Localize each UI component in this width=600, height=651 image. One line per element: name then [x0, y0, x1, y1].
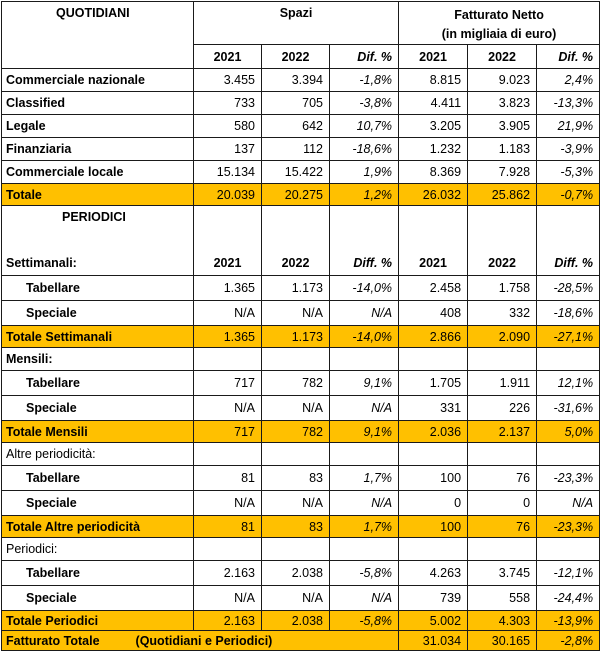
table-row [2, 396, 600, 421]
spazi-diff-value: 1,7% [330, 466, 399, 491]
empty-cell [194, 348, 262, 371]
spazi-2021-value: 1.365 [194, 326, 262, 348]
spazi-2021-value: 2.163 [194, 611, 262, 631]
empty-cell [468, 443, 537, 466]
row-label: Totale [2, 184, 194, 206]
spazi-2022-value: 1.173 [262, 326, 330, 348]
spazi-2021-value: N/A [194, 301, 262, 326]
table-row [2, 301, 600, 326]
spazi-2021-value: N/A [194, 396, 262, 421]
fatturato-diff-value: -18,6% [537, 301, 600, 326]
spazi-2021-value: 3.455 [194, 69, 262, 92]
empty-cell [399, 538, 468, 561]
spazi-2021-value: 137 [194, 138, 262, 161]
row-label: Commerciale nazionale [2, 69, 194, 92]
spazi-heading: Spazi [194, 2, 399, 45]
empty-cell [262, 443, 330, 466]
fatturato-2022-value: 4.303 [468, 611, 537, 631]
fatturato-2021-value: 31.034 [399, 631, 468, 651]
fatturato-2022-value: 9.023 [468, 69, 537, 92]
fatturato-diff-value: N/A [537, 491, 600, 516]
fatturato-2021-value: 408 [399, 301, 468, 326]
spazi-year-2021: 2021 [194, 252, 262, 276]
empty-cell [330, 348, 399, 371]
fatturato-2022-value: 0 [468, 491, 537, 516]
section-label-row [2, 443, 600, 466]
fatturato-2022-value: 1.758 [468, 276, 537, 301]
spazi-diff-value: N/A [330, 586, 399, 611]
fatturato-2022-value: 332 [468, 301, 537, 326]
spazi-2022-value: N/A [262, 396, 330, 421]
fatturato-diff-value: -24,4% [537, 586, 600, 611]
fatturato-label: Fatturato Netto [454, 8, 544, 22]
empty-cell [399, 443, 468, 466]
fatturato-diff-value: -23,3% [537, 466, 600, 491]
spazi-diff-value: N/A [330, 396, 399, 421]
grand-total-row [2, 631, 600, 651]
fatturato-2022-value: 226 [468, 396, 537, 421]
spazi-2021-value: 717 [194, 421, 262, 443]
fatturato-2021-value: 3.205 [399, 115, 468, 138]
quotidiani-label: QUOTIDIANI [56, 6, 130, 20]
spazi-diff-value: N/A [330, 491, 399, 516]
fatturato-year-2022: 2022 [468, 252, 537, 276]
spazi-2022-value: 782 [262, 421, 330, 443]
altre-label: Altre periodicità: [2, 443, 194, 466]
spazi-2022-value: N/A [262, 586, 330, 611]
row-label: Totale Mensili [2, 421, 194, 443]
mensili-label: Mensili: [2, 348, 194, 371]
fatturato-totale-label: Fatturato Totale [6, 633, 100, 648]
spazi-diff-value: -1,8% [330, 69, 399, 92]
total-row [2, 516, 600, 538]
table-row [2, 586, 600, 611]
table-row [2, 92, 600, 115]
spazi-diff-value: 1,9% [330, 161, 399, 184]
row-label: Legale [2, 115, 194, 138]
empty-cell [468, 538, 537, 561]
fatturato-2022-value: 7.928 [468, 161, 537, 184]
fatturato-diff-value: -23,3% [537, 516, 600, 538]
empty-cell [194, 443, 262, 466]
empty-cell [537, 206, 600, 252]
spazi-2021-value: 15.134 [194, 161, 262, 184]
row-label: Totale Altre periodicità [2, 516, 194, 538]
spazi-diff-value: -14,0% [330, 326, 399, 348]
fatturato-2022-value: 558 [468, 586, 537, 611]
spazi-2022-value: 2.038 [262, 561, 330, 586]
spazi-2022-value: 83 [262, 466, 330, 491]
periodici-label: PERIODICI [2, 206, 194, 252]
spazi-2022-value: 20.275 [262, 184, 330, 206]
table-row [2, 161, 600, 184]
spazi-diff-value: -5,8% [330, 561, 399, 586]
row-label: Speciale [2, 491, 194, 516]
fatturato-diff-value: -2,8% [537, 631, 600, 651]
empty-cell [399, 206, 468, 252]
table-row [2, 69, 600, 92]
spazi-diff-value: N/A [330, 301, 399, 326]
section-label-row [2, 348, 600, 371]
periodici-header-row [2, 206, 600, 252]
row-label: Tabellare [2, 371, 194, 396]
spazi-2022-value: 83 [262, 516, 330, 538]
fatturato-dif: Dif. % [537, 45, 600, 69]
spazi-2021-value: N/A [194, 586, 262, 611]
total-row [2, 421, 600, 443]
empty-cell [468, 206, 537, 252]
row-label: Tabellare [2, 561, 194, 586]
spazi-2022-value: 3.394 [262, 69, 330, 92]
spazi-2021-value: 580 [194, 115, 262, 138]
fatturato-2021-value: 2.458 [399, 276, 468, 301]
fatturato-diff-value: -13,9% [537, 611, 600, 631]
advertising-table [1, 1, 600, 651]
fatturato-2021-value: 739 [399, 586, 468, 611]
spazi-2021-value: 2.163 [194, 561, 262, 586]
total-row [2, 611, 600, 631]
spazi-2021-value: 717 [194, 371, 262, 396]
empty-cell [194, 538, 262, 561]
spazi-diff-value: -3,8% [330, 92, 399, 115]
fatturato-2021-value: 100 [399, 466, 468, 491]
table-row [2, 466, 600, 491]
fatturato-2021-value: 5.002 [399, 611, 468, 631]
spazi-2022-value: 642 [262, 115, 330, 138]
fatturato-2022-value: 3.823 [468, 92, 537, 115]
spazi-dif: Dif. % [330, 45, 399, 69]
header-row-top [2, 2, 600, 45]
quotidiani-heading [2, 2, 194, 69]
fatturato-sub: (in migliaia di euro) [441, 27, 557, 41]
row-label: Tabellare [2, 276, 194, 301]
spazi-2022-value: 1.173 [262, 276, 330, 301]
row-label: Finanziaria [2, 138, 194, 161]
fatturato-diff-value: 2,4% [537, 69, 600, 92]
spazi-2022-value: 2.038 [262, 611, 330, 631]
fatturato-2021-value: 8.815 [399, 69, 468, 92]
fatturato-diff: Diff. % [537, 252, 600, 276]
settimanali-label: Settimanali: [2, 252, 194, 276]
fatturato-diff-value: -13,3% [537, 92, 600, 115]
spazi-2022-value: 112 [262, 138, 330, 161]
fatturato-diff-value: -31,6% [537, 396, 600, 421]
fatturato-2022-value: 3.745 [468, 561, 537, 586]
fatturato-2021-value: 100 [399, 516, 468, 538]
fatturato-2021-value: 8.369 [399, 161, 468, 184]
table-row [2, 491, 600, 516]
empty-cell [330, 538, 399, 561]
fatturato-2021-value: 4.263 [399, 561, 468, 586]
spazi-2022-value: N/A [262, 301, 330, 326]
spazi-diff-value: 9,1% [330, 421, 399, 443]
fatturato-diff-value: -12,1% [537, 561, 600, 586]
fatturato-2021-value: 2.866 [399, 326, 468, 348]
fatturato-diff-value: 5,0% [537, 421, 600, 443]
spazi-2021-value: 733 [194, 92, 262, 115]
spazi-diff-value: 1,7% [330, 516, 399, 538]
settimanali-header-row [2, 252, 600, 276]
fatturato-2021-value: 4.411 [399, 92, 468, 115]
row-label: Speciale [2, 396, 194, 421]
fatturato-2021-value: 1.705 [399, 371, 468, 396]
row-label: Speciale [2, 301, 194, 326]
empty-cell [330, 206, 399, 252]
spazi-diff-value: -14,0% [330, 276, 399, 301]
fatturato-2021-value: 0 [399, 491, 468, 516]
fatturato-2022-value: 1.911 [468, 371, 537, 396]
periodici-sub-label: Periodici: [2, 538, 194, 561]
fatturato-diff-value: 12,1% [537, 371, 600, 396]
fatturato-2022-value: 2.137 [468, 421, 537, 443]
empty-cell [537, 538, 600, 561]
fatturato-2021-value: 26.032 [399, 184, 468, 206]
empty-cell [399, 348, 468, 371]
spazi-year-2021: 2021 [194, 45, 262, 69]
spazi-2021-value: 81 [194, 466, 262, 491]
spazi-2021-value: 1.365 [194, 276, 262, 301]
fatturato-year-2021: 2021 [399, 45, 468, 69]
fatturato-heading [399, 2, 600, 45]
spazi-diff-value: 1,2% [330, 184, 399, 206]
table-row [2, 561, 600, 586]
spazi-2021-value: 81 [194, 516, 262, 538]
fatturato-totale-note: (Quotidiani e Periodici) [135, 633, 273, 648]
section-label-row [2, 538, 600, 561]
fatturato-2021-value: 331 [399, 396, 468, 421]
fatturato-2022-value: 30.165 [468, 631, 537, 651]
fatturato-2022-value: 1.183 [468, 138, 537, 161]
fatturato-year-2021: 2021 [399, 252, 468, 276]
row-label: Speciale [2, 586, 194, 611]
table-row [2, 115, 600, 138]
empty-cell [194, 206, 262, 252]
fatturato-2022-value: 76 [468, 466, 537, 491]
spazi-diff-value: 10,7% [330, 115, 399, 138]
empty-cell [330, 443, 399, 466]
row-label: Tabellare [2, 466, 194, 491]
empty-cell [537, 443, 600, 466]
fatturato-diff-value: -27,1% [537, 326, 600, 348]
spazi-2022-value: 705 [262, 92, 330, 115]
empty-cell [262, 348, 330, 371]
empty-cell [262, 538, 330, 561]
spazi-2022-value: N/A [262, 491, 330, 516]
spazi-diff: Diff. % [330, 252, 399, 276]
fatturato-2022-value: 25.862 [468, 184, 537, 206]
spazi-year-2022: 2022 [262, 45, 330, 69]
fatturato-2022-value: 76 [468, 516, 537, 538]
fatturato-totale-cell [2, 631, 399, 651]
spazi-2021-value: 20.039 [194, 184, 262, 206]
row-label: Classified [2, 92, 194, 115]
empty-cell [262, 206, 330, 252]
empty-cell [537, 348, 600, 371]
row-label: Commerciale locale [2, 161, 194, 184]
table-row [2, 276, 600, 301]
fatturato-year-2022: 2022 [468, 45, 537, 69]
spazi-diff-value: 9,1% [330, 371, 399, 396]
table-row [2, 138, 600, 161]
fatturato-diff-value: -0,7% [537, 184, 600, 206]
row-label: Totale Settimanali [2, 326, 194, 348]
fatturato-2022-value: 2.090 [468, 326, 537, 348]
fatturato-2022-value: 3.905 [468, 115, 537, 138]
row-label: Totale Periodici [2, 611, 194, 631]
table-row [2, 371, 600, 396]
spazi-year-2022: 2022 [262, 252, 330, 276]
fatturato-diff-value: -28,5% [537, 276, 600, 301]
total-row [2, 184, 600, 206]
spazi-2022-value: 782 [262, 371, 330, 396]
fatturato-diff-value: -3,9% [537, 138, 600, 161]
spazi-2022-value: 15.422 [262, 161, 330, 184]
fatturato-2021-value: 1.232 [399, 138, 468, 161]
empty-cell [468, 348, 537, 371]
fatturato-2021-value: 2.036 [399, 421, 468, 443]
spazi-2021-value: N/A [194, 491, 262, 516]
fatturato-diff-value: -5,3% [537, 161, 600, 184]
total-row [2, 326, 600, 348]
spazi-diff-value: -18,6% [330, 138, 399, 161]
spazi-diff-value: -5,8% [330, 611, 399, 631]
fatturato-diff-value: 21,9% [537, 115, 600, 138]
